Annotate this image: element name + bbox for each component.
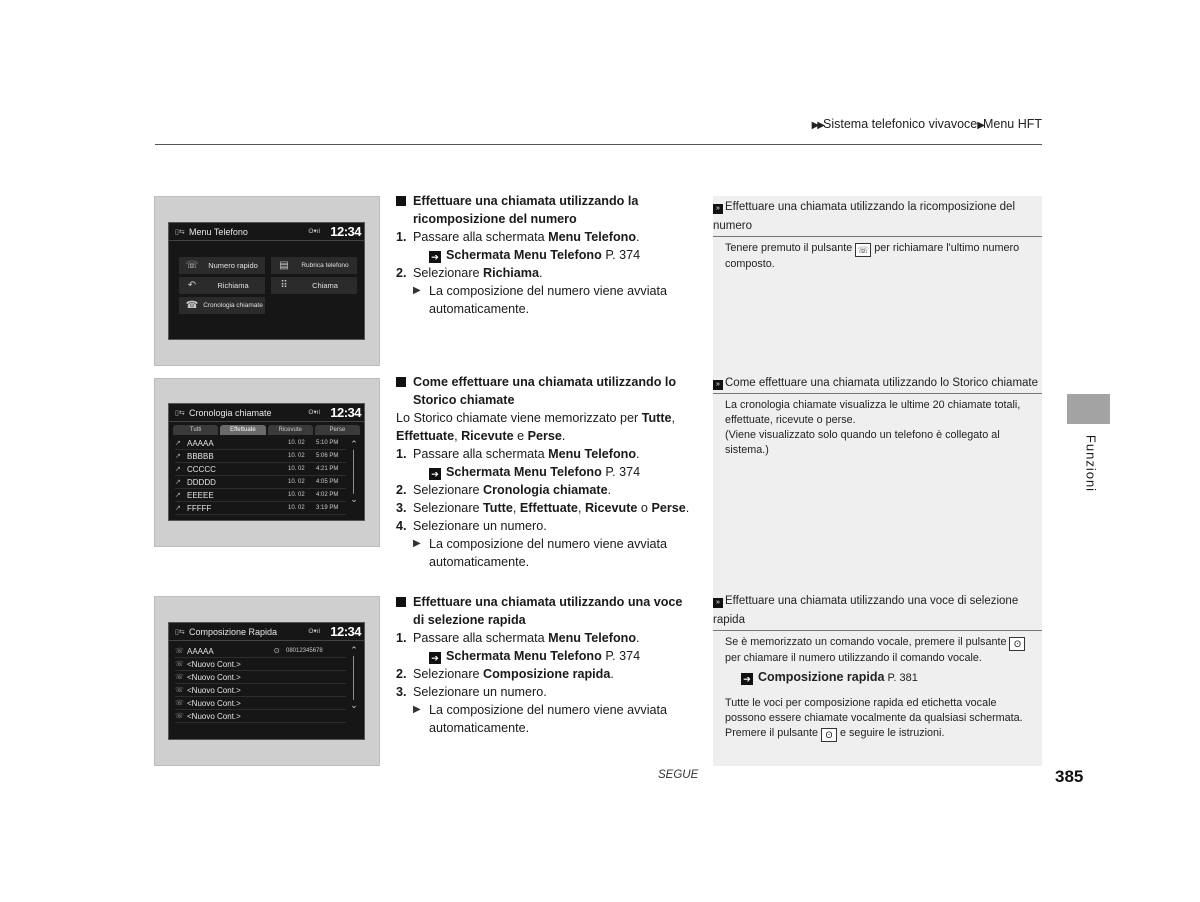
outgoing-call-icon: ↗: [175, 440, 181, 447]
section-intro: Lo Storico chiamate viene memorizzato per Tutte, Effettuate, Ricevute e Perse.: [396, 411, 676, 443]
redial-icon: ↶: [187, 280, 197, 291]
list-item[interactable]: [175, 502, 346, 515]
screen-display: [168, 622, 365, 740]
screen-display: [168, 403, 365, 521]
note-cross-reference[interactable]: [713, 666, 1042, 686]
note-selezione-rapida: [713, 588, 1042, 766]
note-text-part: (Viene visualizzato solo quando un telefono è collegato al sistema.): [725, 429, 1000, 456]
list-item[interactable]: [175, 697, 346, 710]
contact-name: DDDDD: [187, 477, 216, 487]
note-text-part: Tenere premuto il pulsante: [725, 242, 856, 254]
step-bold: Perse: [651, 501, 686, 515]
triangle-icon: ▶: [977, 120, 983, 131]
result: [396, 282, 696, 318]
result: [396, 535, 696, 571]
outgoing-call-icon: ↗: [175, 466, 181, 473]
scroll-down-icon[interactable]: ⌄: [350, 494, 358, 504]
note-text: [713, 686, 1042, 742]
step: 1. Passare alla schermata Menu Telefono.: [396, 631, 640, 645]
reference-title: Schermata Menu Telefono: [446, 465, 602, 479]
call-date: 10. 02: [288, 466, 305, 472]
intro-text: Lo Storico chiamate viene memorizzato per: [396, 411, 642, 425]
step-bold: Menu Telefono: [548, 230, 637, 244]
note-text: [713, 394, 1042, 458]
scrollbar[interactable]: ⌃ │ │ │ │ ⌄: [350, 645, 358, 710]
intro-bold: Perse: [527, 429, 562, 443]
step-text: .: [610, 667, 614, 681]
contact-name: AAAAA: [187, 646, 214, 656]
step-bold: Menu Telefono: [548, 447, 637, 461]
list-item[interactable]: [175, 671, 346, 684]
screen-clock: 12:34: [330, 405, 361, 420]
note-storico: [713, 366, 1042, 596]
breadcrumb-part1: Sistema telefonico vivavoce: [823, 117, 978, 131]
phone-icon: ☏: [175, 700, 184, 707]
contact-name: <Nuovo Cont.>: [187, 685, 241, 695]
cross-reference[interactable]: [396, 647, 696, 665]
section-heading-text: Come effettuare una chiamata utilizzando lo Storico chiamate: [413, 375, 677, 407]
triangle-icon: ▶▶: [811, 120, 823, 131]
reference-arrow-icon: ➔: [429, 251, 441, 263]
step-bold: Richiama: [483, 266, 540, 280]
reference-arrow-icon: ➔: [741, 673, 753, 685]
list-item[interactable]: [175, 437, 346, 450]
step: 2. Selezionare Cronologia chiamate.: [396, 483, 612, 497]
call-date: 10. 02: [288, 479, 305, 485]
tab-ricevute[interactable]: Ricevute: [268, 425, 313, 435]
menu-item-cronologia[interactable]: [179, 297, 265, 314]
reference-arrow-icon: ➔: [429, 468, 441, 480]
header-rule: [155, 144, 1042, 145]
step-text: o: [637, 501, 652, 515]
outgoing-call-icon: ↗: [175, 479, 181, 486]
step-text: Passare alla schermata: [413, 447, 549, 461]
call-time: 5:06 PM: [316, 453, 339, 459]
outgoing-call-icon: ↗: [175, 453, 181, 460]
list-item[interactable]: [175, 710, 346, 723]
screen-title: Menu Telefono: [189, 226, 248, 237]
intro-bold: Effettuate: [396, 429, 455, 443]
note-text-part: Se è memorizzato un comando vocale, premere il pulsante: [725, 636, 1010, 648]
reference-arrow-icon: ➔: [429, 652, 441, 664]
intro-bold: Ricevute: [461, 429, 514, 443]
scroll-down-icon[interactable]: ⌄: [350, 700, 358, 710]
contact-name: BBBBB: [187, 451, 214, 461]
note-text-part: per chiamare il numero utilizzando il comando vocale.: [725, 652, 982, 664]
contact-name: <Nuovo Cont.>: [187, 711, 241, 721]
outgoing-call-icon: ↗: [175, 505, 181, 512]
step-bold: Cronologia chiamate: [483, 483, 608, 497]
reference-title: Schermata Menu Telefono: [446, 248, 602, 262]
keypad-icon: ⠿: [280, 280, 288, 291]
note-text-part: La cronologia chiamate visualizza le ultime 20 chiamate totali, effettuate, ricevute o perse.: [725, 399, 1021, 426]
menu-item-chiama[interactable]: [271, 277, 357, 294]
note-ricomposizione: [713, 196, 1042, 366]
note-text-part: per richiamare l'ultimo numero composto.: [725, 242, 1020, 270]
phone-icon: ☏: [175, 661, 184, 668]
result-text: La composizione del numero viene avviata automaticamente.: [429, 537, 668, 569]
note-text: [713, 631, 1042, 666]
voice-tag-icon: ʘ: [274, 647, 280, 655]
step-text: .: [607, 483, 612, 497]
contact-name: <Nuovo Cont.>: [187, 672, 241, 682]
result-text: La composizione del numero viene avviata automaticamente.: [429, 703, 668, 735]
step-text: Selezionare: [413, 483, 484, 497]
note-marker-icon: »: [713, 598, 723, 608]
step: 4. Selezionare un numero.: [396, 519, 547, 533]
contact-name: <Nuovo Cont.>: [187, 698, 241, 708]
call-time: 4:21 PM: [316, 466, 339, 472]
list-item[interactable]: [175, 684, 346, 697]
reference-page: P. 374: [601, 649, 641, 663]
step: 2. Selezionare Richiama.: [396, 266, 543, 280]
signal-icon: ʘ▾ıl: [308, 409, 320, 416]
call-date: 10. 02: [288, 492, 305, 498]
intro-bold: Tutte: [641, 411, 672, 425]
screen-header: [169, 223, 364, 241]
intro-text: e: [513, 429, 528, 443]
menu-item-label: Rubrica telefono: [301, 261, 349, 269]
contact-name: FFFFF: [187, 503, 212, 513]
call-date: 10. 02: [288, 453, 305, 459]
step-text: Selezionare: [413, 667, 484, 681]
section-heading-text: Effettuare una chiamata utilizzando una voce di selezione rapida: [413, 595, 683, 627]
note-heading: [713, 196, 1042, 237]
continued-label: SEGUE: [658, 769, 699, 781]
result-arrow-icon: ▶: [413, 538, 421, 549]
screen-header: [169, 404, 364, 422]
screen-clock: 12:34: [330, 624, 361, 639]
note-heading-text: Come effettuare una chiamata utilizzando lo Storico chiamate: [725, 377, 1039, 389]
step-text: Passare alla schermata: [413, 631, 549, 645]
note-text-part: Tutte le voci per composizione rapida ed etichetta vocale possono essere chiamate vocalmente da qualsiasi schermata. Premere il pulsante: [725, 697, 1023, 739]
phone-icon: ☏: [175, 648, 184, 655]
talk-button-icon: ʘ: [821, 728, 837, 742]
call-time: 3:19 PM: [316, 505, 339, 511]
step-text: .: [539, 266, 543, 280]
list-item[interactable]: [175, 645, 346, 658]
contact-name: AAAAA: [187, 438, 214, 448]
section-heading-text: Effettuare una chiamata utilizzando la ricomposizione del numero: [413, 194, 639, 226]
scroll-up-icon[interactable]: ⌃: [350, 645, 358, 655]
scrollbar[interactable]: ⌃ │ │ │ │ ⌄: [350, 439, 358, 504]
step: 2. Selezionare Composizione rapida.: [396, 667, 614, 681]
menu-item-richiama[interactable]: [179, 277, 265, 294]
step-text: .: [636, 631, 640, 645]
step: 3. Selezionare un numero.: [396, 685, 547, 699]
list-item[interactable]: [175, 489, 346, 502]
reference-page: P. 374: [601, 248, 641, 262]
reference-title: Schermata Menu Telefono: [446, 649, 602, 663]
note-heading: [713, 366, 1042, 394]
step-bold: Composizione rapida: [483, 667, 611, 681]
phone-icon: ☏: [175, 687, 184, 694]
call-time: 5:10 PM: [316, 440, 339, 446]
intro-text: .: [561, 429, 566, 443]
chapter-tab: [1067, 394, 1110, 424]
list-item[interactable]: [175, 463, 346, 476]
page-number: 385: [1055, 767, 1084, 786]
note-heading-text: Effettuare una chiamata utilizzando la ricomposizione del numero: [713, 201, 1016, 232]
call-time: 4:05 PM: [316, 479, 339, 485]
note-marker-icon: »: [713, 204, 723, 214]
section-heading: [396, 593, 696, 629]
menu-item-label: Chiama: [312, 280, 338, 290]
result-arrow-icon: ▶: [413, 704, 421, 715]
note-heading-text: Effettuare una chiamata utilizzando una voce di selezione rapida: [713, 595, 1019, 626]
step-text: Selezionare: [413, 501, 484, 515]
chapter-label: Funzioni: [1083, 434, 1099, 493]
step-text: Selezionare: [413, 266, 484, 280]
contact-name: <Nuovo Cont.>: [187, 659, 241, 669]
cross-reference[interactable]: [396, 246, 696, 264]
step: 1. Passare alla schermata Menu Telefono.: [396, 447, 640, 461]
menu-item-numero-rapido[interactable]: [179, 257, 265, 274]
tab-effettuate[interactable]: Effettuate: [220, 425, 265, 435]
menu-item-label: Numero rapido: [208, 260, 258, 270]
contact-name: CCCCC: [187, 464, 216, 474]
step-bold: Tutte: [483, 501, 513, 515]
screen-title: Cronologia chiamate: [189, 407, 272, 418]
phone-icon: ☏: [175, 674, 184, 681]
screen-clock: 12:34: [330, 224, 361, 239]
call-time: 4:02 PM: [316, 492, 339, 498]
note-text: [713, 237, 1042, 272]
phone-status-icon: ▯⇆: [175, 628, 185, 636]
reference-page: P. 381: [884, 672, 918, 684]
phonebook-icon: ▤: [279, 260, 289, 271]
list-item[interactable]: [175, 476, 346, 489]
phone-number: 08012345678: [286, 648, 323, 654]
screenshot-menu-telefono: [154, 196, 380, 366]
tab-perse[interactable]: Perse: [315, 425, 360, 435]
phone-icon: ☏: [175, 713, 184, 720]
section-heading: [396, 373, 696, 409]
screen-title: Composizione Rapida: [189, 626, 278, 637]
step-text: Selezionare un numero.: [413, 685, 547, 699]
phone-status-icon: ▯⇆: [175, 409, 185, 417]
note-marker-icon: »: [713, 380, 723, 390]
call-date: 10. 02: [288, 505, 305, 511]
step-bold: Ricevute: [584, 501, 638, 515]
screenshot-cronologia: [154, 378, 380, 547]
menu-item-label: Cronologia chiamate: [203, 301, 263, 309]
note-heading: [713, 588, 1042, 631]
step-text: Selezionare un numero.: [413, 519, 547, 533]
call-date: 10. 02: [288, 440, 305, 446]
result-arrow-icon: ▶: [413, 285, 421, 296]
breadcrumb-part2: Menu HFT: [982, 117, 1042, 131]
scroll-up-icon[interactable]: ⌃: [350, 439, 358, 449]
contact-name: EEEEE: [187, 490, 214, 500]
section-heading: [396, 192, 696, 228]
talk-button-icon: ʘ: [1009, 637, 1025, 651]
step-text: Passare alla schermata: [413, 230, 549, 244]
cross-reference[interactable]: [396, 463, 696, 481]
list-item[interactable]: [175, 450, 346, 463]
tab-tutti[interactable]: Tutti: [173, 425, 218, 435]
result-text: La composizione del numero viene avviata automaticamente.: [429, 284, 668, 316]
menu-item-rubrica[interactable]: [271, 257, 357, 274]
signal-icon: ʘ▾ıl: [308, 628, 320, 635]
note-text-part: e seguire le istruzioni.: [837, 727, 945, 739]
speed-dial-icon: ☏: [185, 260, 199, 271]
step-text: .: [685, 501, 690, 515]
section-selezione-rapida: [396, 593, 696, 737]
screen-display: [168, 222, 365, 340]
list-item[interactable]: [175, 658, 346, 671]
reference-title: Composizione rapida: [758, 670, 885, 684]
breadcrumb: [812, 117, 1042, 131]
section-storico: [396, 373, 696, 571]
menu-item-label: Richiama: [217, 280, 249, 290]
step-text: .: [636, 447, 640, 461]
step: 3. Selezionare Tutte, Effettuate, Ricevute o Perse.: [396, 501, 690, 515]
reference-page: P. 374: [601, 465, 641, 479]
phone-button-icon: ☏: [855, 243, 871, 257]
result: [396, 701, 696, 737]
screenshot-composizione-rapida: [154, 596, 380, 766]
screen-header: [169, 623, 364, 641]
section-ricomposizione: [396, 192, 696, 318]
step-bold: Menu Telefono: [548, 631, 637, 645]
step-bold: Effettuate: [519, 501, 578, 515]
phone-status-icon: ▯⇆: [175, 228, 185, 236]
outgoing-call-icon: ↗: [175, 492, 181, 499]
step: 1. Passare alla schermata Menu Telefono.: [396, 230, 640, 244]
step-text: .: [636, 230, 640, 244]
signal-icon: ʘ▾ıl: [308, 228, 320, 235]
call-history-icon: ☎: [185, 300, 199, 311]
